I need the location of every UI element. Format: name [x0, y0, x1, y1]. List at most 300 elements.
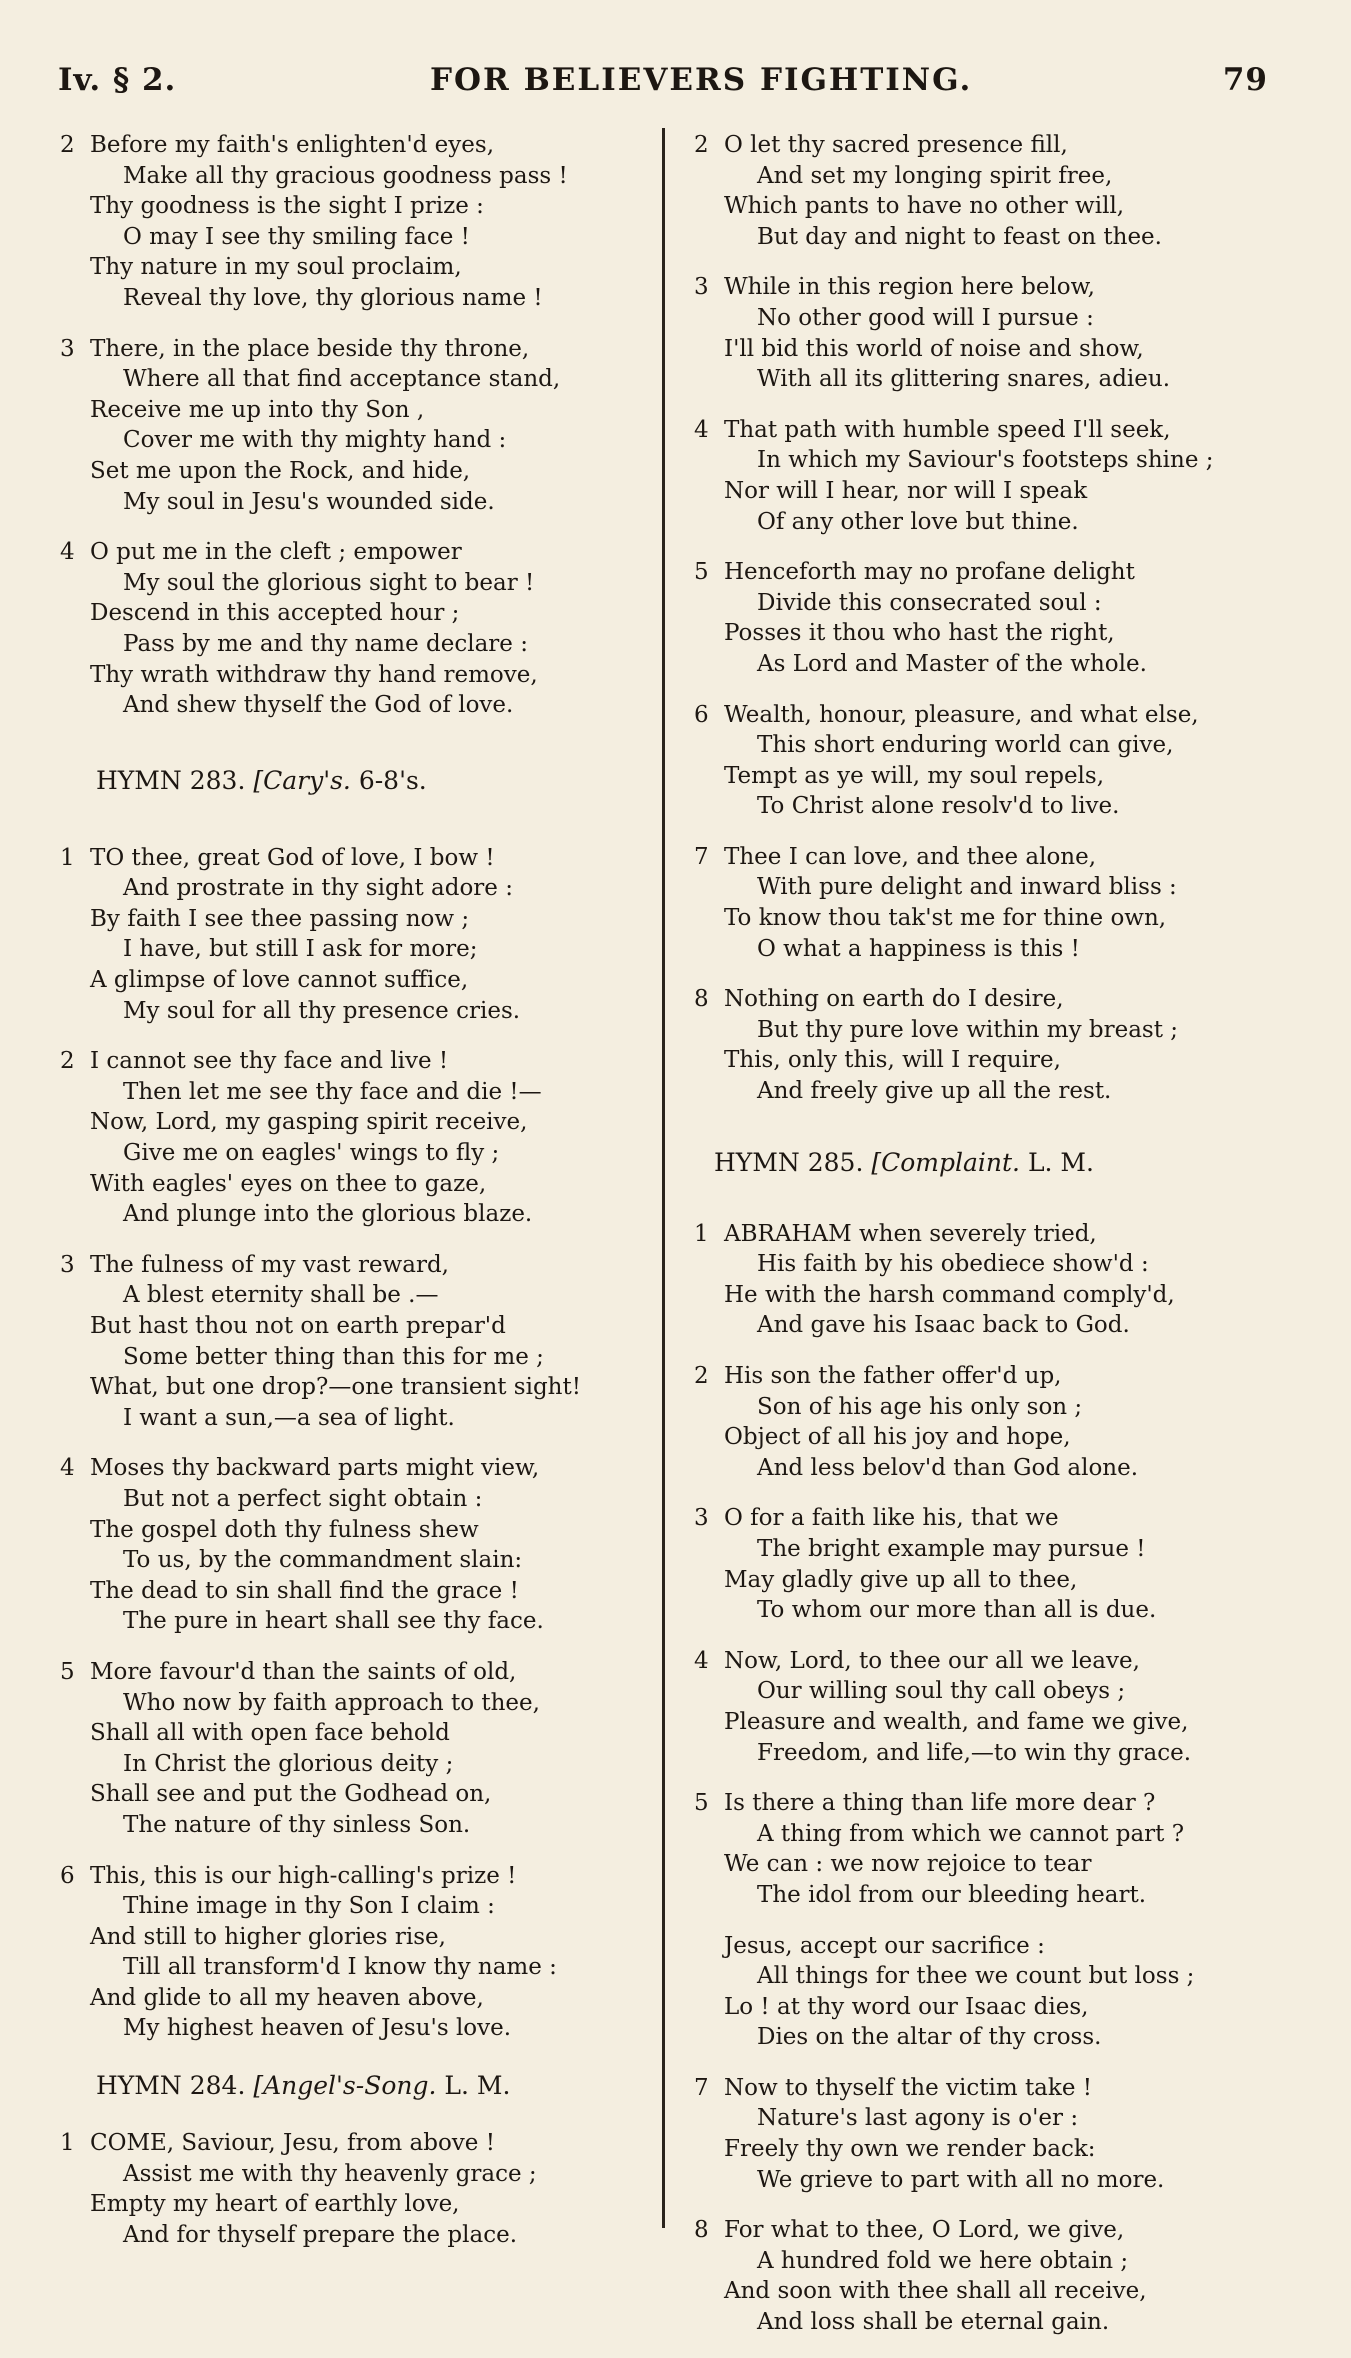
verse-text: Some better thing than this for me ;	[123, 1343, 544, 1370]
verse-text: This, only this, will I require,	[724, 1047, 1061, 1074]
verse-line	[694, 1788, 1310, 1819]
verse-line	[694, 618, 1310, 649]
verse-text: Make all thy gracious goodness pass !	[123, 162, 568, 189]
verse-line	[60, 1280, 650, 1311]
verse-text: O put me in the cleft ; empower	[90, 539, 462, 566]
verse-text: Cover me with thy mighty hand :	[123, 427, 507, 454]
verse-line	[60, 1169, 650, 1200]
hymn-number: HYMN 283.	[96, 765, 246, 795]
section-title: FOR BELIEVERS FIGHTING.	[430, 62, 973, 98]
stanza-number: 2	[694, 132, 709, 158]
verse-line	[60, 1515, 650, 1546]
verse-text: Divide this consecrated soul :	[757, 589, 1102, 616]
verse-line	[694, 2215, 1310, 2246]
verse-text: Of any other love but thine.	[757, 508, 1079, 535]
verse-text: I have, but still I ask for more;	[123, 936, 478, 963]
verse-line	[694, 1565, 1310, 1596]
verse-line	[694, 1503, 1310, 1534]
verse-text: The fulness of my vast reward,	[90, 1251, 449, 1278]
verse-line	[60, 1657, 650, 1688]
verse-text: The pure in heart shall see thy face.	[123, 1608, 544, 1635]
verse-text: The gospel doth thy fulness shew	[90, 1516, 479, 1543]
verse-text: Posses it thou who hast the right,	[724, 620, 1115, 647]
verse-line	[694, 1280, 1310, 1311]
verse-text: Our willing soul thy call obeys ;	[757, 1678, 1126, 1705]
verse-text: In which my Saviour's footsteps shine ;	[757, 447, 1214, 474]
verse-line	[694, 872, 1310, 903]
verse-text: The dead to sin shall find the grace !	[90, 1577, 519, 1604]
verse-text: A hundred fold we here obtain ;	[757, 2247, 1129, 2274]
left-block-a	[60, 130, 650, 721]
verse-text: Now, Lord, to thee our all we leave,	[724, 1647, 1140, 1674]
verse-text: And shew thyself the God of love.	[123, 692, 514, 719]
stanza	[60, 2128, 650, 2250]
verse-text: And set my longing spirit free,	[757, 162, 1113, 189]
verse-text: But hast thou not on earth prepar'd	[90, 1313, 506, 1339]
verse-line	[694, 842, 1310, 873]
verse-text: While in this region here below,	[724, 274, 1095, 301]
verse-text: Now to thyself the victim take !	[724, 2074, 1092, 2101]
verse-text: And less belov'd than God alone.	[757, 1454, 1139, 1481]
verse-line	[60, 252, 650, 283]
verse-text: To know thou tak'st me for thine own,	[724, 905, 1167, 932]
verse-line	[694, 791, 1310, 822]
verse-text: With all its glittering snares, adieu.	[757, 366, 1171, 393]
hymn-tune: [Cary's.	[253, 765, 351, 795]
left-column	[60, 130, 650, 2270]
verse-line	[694, 1738, 1310, 1769]
verse-line	[60, 1606, 650, 1637]
verse-line	[694, 303, 1310, 334]
stanza	[694, 272, 1310, 394]
verse-text: I cannot see thy face and live !	[90, 1048, 449, 1075]
verse-text: Thy nature in my soul proclaim,	[90, 254, 462, 281]
verse-line	[694, 1880, 1310, 1911]
verse-line	[60, 2220, 650, 2251]
verse-text: Who now by faith approach to thee,	[123, 1689, 540, 1716]
verse-line	[60, 1749, 650, 1780]
verse-line	[60, 364, 650, 395]
verse-line	[694, 1361, 1310, 1392]
verse-line	[60, 1138, 650, 1169]
verse-text: We grieve to part with all no more.	[757, 2166, 1165, 2193]
verse-text: And plunge into the glorious blaze.	[123, 1201, 533, 1228]
verse-text: And loss shall be eternal gain.	[757, 2309, 1110, 2336]
verse-text: Shall see and put the Godhead on,	[90, 1781, 492, 1808]
hymn-283-heading	[96, 765, 650, 797]
stanza	[694, 557, 1310, 679]
verse-text: Set me upon the Rock, and hide,	[90, 457, 471, 484]
running-header	[58, 62, 1268, 106]
hymn-284-heading	[96, 2070, 650, 2102]
stanza-number: 3	[694, 1505, 709, 1532]
stanza-number: 1	[60, 844, 75, 871]
verse-line	[694, 2073, 1310, 2104]
stanza-number: 6	[694, 701, 709, 728]
verse-text: Give me on eagles' wings to fly ;	[123, 1140, 500, 1167]
verse-text: No other good will I pursue :	[757, 304, 1094, 331]
verse-text: But thy pure love within my breast ;	[757, 1016, 1179, 1043]
right-block-b	[694, 1219, 1310, 2338]
verse-line	[60, 1983, 650, 2014]
stanza-number: 1	[694, 1220, 709, 1247]
section-ref: Iv. § 2.	[58, 62, 177, 98]
verse-text: To us, by the commandment slain:	[123, 1547, 523, 1574]
verse-line	[60, 1372, 650, 1403]
verse-line	[60, 1311, 650, 1342]
hymn-285-heading	[714, 1147, 1310, 1179]
stanza	[60, 537, 650, 721]
verse-text: My soul the glorious sight to bear !	[123, 569, 535, 596]
verse-text: O may I see thy smiling face !	[123, 223, 470, 250]
verse-line	[694, 1015, 1310, 1046]
left-block-c	[60, 2128, 650, 2250]
verse-line	[694, 1849, 1310, 1880]
verse-line	[60, 996, 650, 1027]
stanza	[694, 700, 1310, 822]
hymn-meter: 6-8's.	[358, 765, 427, 795]
stanza	[694, 1361, 1310, 1483]
verse-line	[694, 649, 1310, 680]
verse-text: But day and night to feast on thee.	[757, 223, 1162, 250]
verse-line	[694, 364, 1310, 395]
hymn-number: HYMN 284.	[96, 2071, 246, 2101]
stanza-number: 3	[60, 335, 75, 362]
column-divider	[662, 128, 665, 2228]
hymn-number: HYMN 285.	[714, 1147, 864, 1177]
stanza-number: 4	[694, 416, 709, 443]
verse-line	[60, 2013, 650, 2044]
verse-line	[694, 334, 1310, 365]
verse-text: The nature of thy sinless Son.	[123, 1811, 471, 1838]
stanza	[60, 1657, 650, 1841]
verse-line	[60, 2128, 650, 2159]
verse-line	[694, 1961, 1310, 1992]
verse-line	[60, 1545, 650, 1576]
stanza	[60, 1861, 650, 2045]
stanza-number: 1	[60, 2130, 75, 2157]
stanza	[694, 1219, 1310, 1341]
verse-text: May gladly give up all to thee,	[724, 1566, 1078, 1593]
verse-text: That path with humble speed I'll seek,	[724, 416, 1171, 443]
verse-text: TO thee, great God of love, I bow !	[90, 844, 495, 871]
verse-line	[694, 730, 1310, 761]
verse-text: The idol from our bleeding heart.	[757, 1881, 1147, 1908]
verse-text: Thine image in thy Son I claim :	[123, 1893, 495, 1920]
verse-text: And gave his Isaac back to God.	[757, 1312, 1130, 1339]
verse-text: Till all transform'd I know thy name :	[123, 1954, 557, 1981]
verse-line	[694, 2307, 1310, 2338]
verse-text: ABRAHAM when severely tried,	[724, 1220, 1097, 1247]
verse-text: Dies on the altar of thy cross.	[757, 2024, 1102, 2051]
verse-text: What, but one drop?—one transient sight!	[90, 1374, 581, 1401]
stanza-number: 2	[60, 1048, 75, 1075]
right-column	[694, 130, 1310, 2358]
verse-text: With pure delight and inward bliss :	[757, 874, 1177, 901]
verse-text: To whom our more than all is due.	[757, 1597, 1157, 1624]
hymn-tune: [Angel's-Song.	[253, 2071, 437, 2101]
verse-line	[60, 395, 650, 426]
verse-text: My soul in Jesu's wounded side.	[123, 488, 495, 515]
verse-text: My soul for all thy presence cries.	[123, 997, 521, 1024]
verse-line	[694, 2134, 1310, 2165]
verse-line	[60, 1077, 650, 1108]
verse-line	[694, 700, 1310, 731]
verse-text: Pass by me and thy name declare :	[123, 630, 528, 657]
verse-line	[60, 222, 650, 253]
verse-line	[694, 476, 1310, 507]
stanza-number: 2	[60, 132, 75, 158]
verse-line	[694, 1595, 1310, 1626]
stanza	[694, 2073, 1310, 2195]
verse-line	[60, 904, 650, 935]
stanza-number: 2	[694, 1363, 709, 1389]
verse-text: Now, Lord, my gasping spirit receive,	[90, 1109, 528, 1136]
verse-line	[60, 1810, 650, 1841]
verse-text: All things for thee we count but loss ;	[757, 1963, 1195, 1990]
stanza-number: 7	[694, 843, 709, 870]
verse-text: To Christ alone resolv'd to live.	[757, 793, 1120, 820]
verse-text: More favour'd than the saints of old,	[90, 1658, 517, 1685]
verse-text: There, in the place beside thy throne,	[90, 335, 530, 362]
verse-line	[694, 2103, 1310, 2134]
verse-line	[60, 425, 650, 456]
verse-line	[694, 588, 1310, 619]
verse-text: My highest heaven of Jesu's love.	[123, 2015, 512, 2042]
verse-line	[694, 1534, 1310, 1565]
verse-text: COME, Saviour, Jesu, from above !	[90, 2130, 495, 2157]
verse-line	[694, 1707, 1310, 1738]
stanza-number: 4	[60, 539, 75, 566]
stanza	[694, 1931, 1310, 2053]
verse-line	[60, 598, 650, 629]
hymn-meter: L. M.	[1027, 1147, 1094, 1177]
verse-line	[60, 1046, 650, 1077]
verse-text: Descend in this accepted hour ;	[90, 600, 460, 627]
stanza-number: 6	[60, 1862, 75, 1889]
stanza	[694, 1646, 1310, 1768]
verse-text: This short enduring world can give,	[757, 732, 1174, 759]
verse-text: Moses thy backward parts might view,	[90, 1455, 540, 1482]
verse-text: Thee I can love, and thee alone,	[724, 843, 1097, 870]
verse-line	[694, 1992, 1310, 2023]
verse-line	[60, 1922, 650, 1953]
verse-line	[60, 334, 650, 365]
verse-line	[60, 629, 650, 660]
verse-line	[694, 2246, 1310, 2277]
verse-line	[60, 1891, 650, 1922]
verse-line	[694, 272, 1310, 303]
verse-line	[694, 415, 1310, 446]
verse-line	[694, 507, 1310, 538]
verse-line	[60, 1403, 650, 1434]
verse-line	[60, 2189, 650, 2220]
verse-line	[60, 191, 650, 222]
verse-line	[694, 1219, 1310, 1250]
verse-text: The bright example may pursue !	[757, 1535, 1146, 1562]
stanza-number: 3	[694, 274, 709, 301]
verse-line	[60, 283, 650, 314]
stanza	[694, 415, 1310, 537]
verse-text: In Christ the glorious deity ;	[123, 1750, 454, 1777]
verse-line	[694, 2165, 1310, 2196]
verse-text: As Lord and Master of the whole.	[757, 650, 1147, 677]
stanza-number: 3	[60, 1251, 75, 1278]
verse-line	[694, 191, 1310, 222]
verse-line	[694, 1819, 1310, 1850]
stanza	[694, 1788, 1310, 1910]
verse-line	[60, 1107, 650, 1138]
verse-text: Reveal thy love, thy glorious name !	[123, 284, 543, 311]
verse-line	[694, 161, 1310, 192]
stanza	[60, 1046, 650, 1230]
stanza-number: 8	[694, 2217, 709, 2244]
verse-text: Which pants to have no other will,	[724, 193, 1125, 220]
right-block-a	[694, 130, 1310, 1107]
verse-text: O for a faith like his, that we	[724, 1505, 1059, 1532]
verse-line	[694, 445, 1310, 476]
stanza	[60, 130, 650, 314]
verse-line	[60, 1779, 650, 1810]
verse-line	[694, 222, 1310, 253]
verse-text: And prostrate in thy sight adore :	[123, 875, 513, 902]
verse-text: Object of all his joy and hope,	[724, 1424, 1071, 1451]
verse-line	[60, 487, 650, 518]
stanza-number: 5	[694, 1790, 709, 1817]
verse-line	[60, 1250, 650, 1281]
verse-text: With eagles' eyes on thee to gaze,	[90, 1170, 487, 1197]
stanza	[60, 334, 650, 518]
stanza	[694, 2215, 1310, 2337]
verse-text: Thy wrath withdraw thy hand remove,	[90, 661, 538, 688]
verse-text: For what to thee, O Lord, we give,	[724, 2217, 1125, 2244]
verse-line	[60, 537, 650, 568]
stanza	[60, 1250, 650, 1434]
verse-line	[60, 690, 650, 721]
verse-line	[60, 1342, 650, 1373]
verse-line	[694, 2022, 1310, 2053]
verse-line	[60, 660, 650, 691]
verse-text: Son of his age his only son ;	[757, 1393, 1083, 1420]
verse-line	[60, 1453, 650, 1484]
verse-line	[694, 1392, 1310, 1423]
verse-line	[60, 843, 650, 874]
verse-line	[694, 1931, 1310, 1962]
verse-line	[694, 1045, 1310, 1076]
verse-line	[60, 568, 650, 599]
verse-text: Nothing on earth do I desire,	[724, 986, 1064, 1013]
verse-text: Nature's last agony is o'er :	[757, 2105, 1079, 2132]
hymn-meter: L. M.	[444, 2071, 511, 2101]
page-number: 79	[1222, 62, 1268, 98]
verse-line	[60, 1199, 650, 1230]
verse-line	[60, 130, 650, 161]
verse-line	[60, 1718, 650, 1749]
verse-text: Lo ! at thy word our Isaac dies,	[724, 1993, 1089, 2020]
stanza	[694, 984, 1310, 1106]
verse-line	[694, 761, 1310, 792]
stanza-number: 8	[694, 986, 709, 1013]
hymn-tune: [Complaint.	[871, 1147, 1020, 1177]
verse-line	[694, 934, 1310, 965]
verse-line	[60, 1952, 650, 1983]
verse-text: Before my faith's enlighten'd eyes,	[90, 132, 495, 158]
verse-line	[60, 873, 650, 904]
verse-text: His faith by his obediece show'd :	[757, 1251, 1149, 1278]
verse-text: And for thyself prepare the place.	[123, 2221, 518, 2248]
verse-line	[694, 1076, 1310, 1107]
verse-text: And soon with thee shall all receive,	[724, 2278, 1147, 2305]
verse-text: But not a perfect sight obtain :	[123, 1485, 483, 1512]
verse-text: Assist me with thy heavenly grace ;	[123, 2160, 537, 2187]
verse-text: Henceforth may no profane delight	[724, 559, 1135, 586]
verse-text: Empty my heart of earthly love,	[90, 2191, 460, 2218]
verse-line	[694, 984, 1310, 1015]
verse-text: O let thy sacred presence fill,	[724, 132, 1068, 158]
stanza	[694, 1503, 1310, 1625]
stanza-number: 4	[694, 1647, 709, 1674]
verse-line	[694, 557, 1310, 588]
verse-text: A glimpse of love cannot suffice,	[90, 967, 469, 994]
stanza	[60, 1453, 650, 1637]
verse-text: Then let me see thy face and die !—	[123, 1078, 542, 1105]
verse-line	[694, 2276, 1310, 2307]
stanza-number: 7	[694, 2074, 709, 2101]
verse-text: Freedom, and life,—to win thy grace.	[757, 1739, 1192, 1766]
stanza	[60, 843, 650, 1027]
verse-text: Tempt as ye will, my soul repels,	[724, 762, 1105, 789]
verse-text: Freely thy own we render back:	[724, 2136, 1096, 2163]
verse-text: Is there a thing than life more dear ?	[724, 1790, 1156, 1817]
verse-text: O what a happiness is this !	[757, 935, 1080, 962]
verse-text: I'll bid this world of noise and show,	[724, 335, 1144, 362]
stanza-number: 5	[60, 1658, 75, 1685]
verse-line	[60, 1688, 650, 1719]
verse-line	[694, 1676, 1310, 1707]
verse-line	[60, 1861, 650, 1892]
verse-text: Thy goodness is the sight I prize :	[90, 193, 484, 220]
verse-text: Nor will I hear, nor will I speak	[724, 477, 1088, 504]
verse-text: And glide to all my heaven above,	[90, 1984, 484, 2011]
verse-text: His son the father offer'd up,	[724, 1363, 1062, 1389]
verse-text: Wealth, honour, pleasure, and what else,	[724, 701, 1199, 728]
verse-line	[60, 2159, 650, 2190]
verse-line	[694, 130, 1310, 161]
verse-line	[694, 903, 1310, 934]
verse-text: We can : we now rejoice to tear	[724, 1851, 1092, 1878]
verse-text: Pleasure and wealth, and fame we give,	[724, 1708, 1189, 1735]
left-block-b	[60, 843, 650, 2044]
verse-text: And freely give up all the rest.	[757, 1078, 1112, 1105]
verse-text: Shall all with open face behold	[90, 1720, 450, 1747]
stanza-number: 5	[694, 559, 709, 586]
verse-text: I want a sun,—a sea of light.	[123, 1404, 455, 1431]
verse-line	[60, 1576, 650, 1607]
verse-text: Receive me up into thy Son ,	[90, 396, 425, 423]
verse-line	[694, 1646, 1310, 1677]
verse-line	[60, 965, 650, 996]
verse-line	[694, 1422, 1310, 1453]
verse-text: And still to higher glories rise,	[90, 1923, 446, 1950]
stanza	[694, 842, 1310, 964]
verse-line	[60, 161, 650, 192]
verse-text: A blest eternity shall be .—	[123, 1282, 439, 1309]
verse-line	[60, 1484, 650, 1515]
verse-text: Where all that find acceptance stand,	[123, 366, 561, 393]
verse-text: He with the harsh command comply'd,	[724, 1281, 1175, 1308]
verse-text: A thing from which we cannot part ?	[757, 1820, 1185, 1847]
verse-line	[694, 1249, 1310, 1280]
